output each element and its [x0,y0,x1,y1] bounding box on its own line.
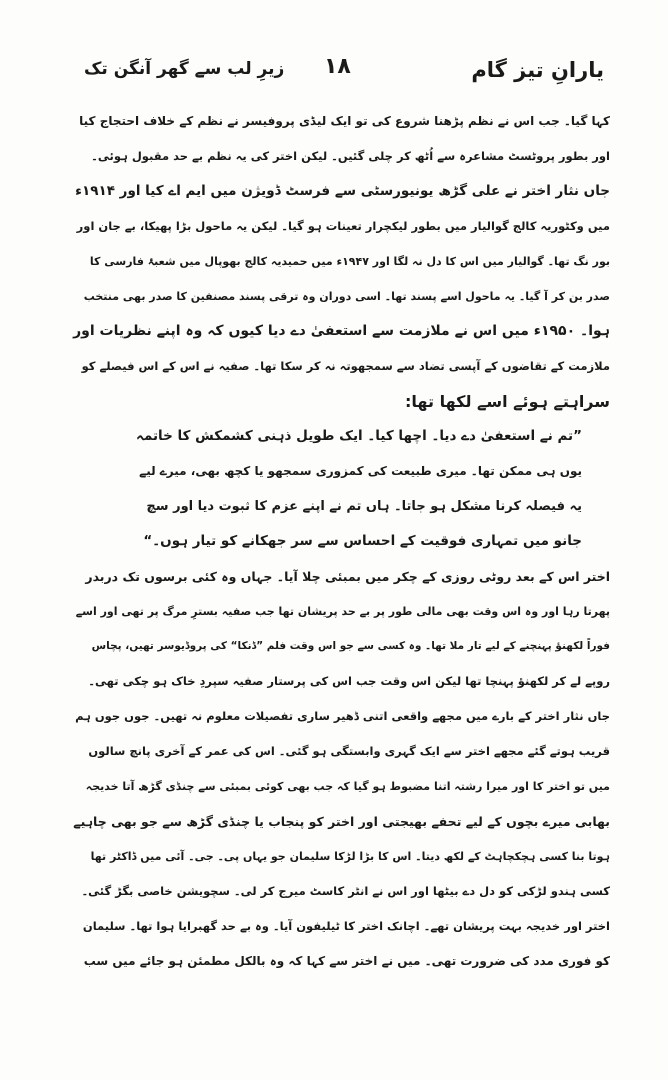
text-line: میں وکٹوریہ کالج گوالیار میں بطور لیکچرار تعینات ہو گیا۔ لیکن یہ ماحول بڑا پھیکا، بے جان اور [76,219,610,233]
text-line: فوراً لکھنؤ پہنچنے کے لیے تار ملا تھا۔ وہ کسی سے جو اس وقت فلم ”ڈنکا“ کی پروڈیوسر تھیں، پچاس [91,640,610,652]
text-line: بھابی میرے بچوں کے لیے تحفے بھیجتی اور اختر کو پنجاب یا چنڈی گڑھ سے جو بھی چاہیے [73,814,610,829]
text-line: میں تو اختر کا اور میرا رشتہ اتنا مضبوط ہو گیا کہ جب بھی کوئی بمبئی سے چنڈی گڑھ آتا خدیجہ [85,780,610,793]
text-line: جاں نثار اختر کے بارے میں مجھے واقعی اتنی ڈھیر ساری تفصیلات معلوم نہ تھیں۔ جوں جوں ہم [75,709,610,723]
text-line: اختر اس کے بعد روٹی روزی کے چکر میں بمبئی چلا آیا۔ جہاں وہ کئی برسوں تک دربدر [85,569,610,584]
text-line: اور بطور پروٹسٹ مشاعرہ سے اُٹھ کر چلی گئیں۔ لیکن اختر کی یہ نظم بے حد مقبول ہوئی۔ [91,149,610,163]
text-line: کہا گیا۔ جب اس نے نظم پڑھنا شروع کی تو ایک لیڈی پروفیسر نے نظم کے خلاف احتجاج کیا [79,114,610,128]
text-line: کسی ہندو لڑکی کو دل دے بیٹھا اور اس نے انٹر کاسٹ میرج کر لی۔ سچویشن خاصی بگڑ گئی۔ [81,884,610,898]
text-line: سراہتے ہوئے اسے لکھا تھا: [405,392,610,411]
paragraph [72,559,610,699]
text-line: ملازمت کے تقاضوں کے آپسی تضاد سے سمجھوتہ نہ کر سکا تھا۔ صفیہ نے اس کے اس فیصلے کو [81,359,610,373]
page-number: ۱۸ [324,54,351,79]
quote-line: یہ فیصلہ کرنا مشکل ہو جاتا۔ ہاں تم نے اپنے عزم کا ثبوت دیا اور سچ [146,499,582,514]
paragraph [72,174,610,419]
page-header [84,54,604,90]
text-line: پھرتا رہا اور وہ اس وقت بھی مالی طور پر بے حد پریشان تھا جب صفیہ بسترِ مرگ پر تھی اور اسے [75,605,610,618]
text-line: بور نگ تھا۔ گوالیار میں اس کا دل نہ لگا اور ۱۹۴۷ء میں حمیدیہ کالج بھوپال میں شعبۂ فارسی کا [89,255,610,268]
body-text [72,104,610,979]
text-line: صدر بن کر آ گیا۔ یہ ماحول اسے پسند تھا۔ اسی دوران وہ ترقی پسند مصنفین کا صدر بھی منتخب [83,290,610,303]
chapter-title: زیرِ لب سے گھر آنگن تک [84,59,285,79]
book-title: یارانِ تیز گام [471,58,604,82]
text-line: ہوتا بنا کسی ہچکچاہٹ کے لکھ دیتا۔ اس کا بڑا لڑکا سلیمان جو یہاں پی۔ جی۔ آئی میں ڈاکٹر تھا [90,850,610,863]
text-line: کو فوری مدد کی ضرورت تھی۔ میں نے اختر سے کہا کہ وہ بالکل مطمئن ہو جائے میں سب [83,954,610,968]
paragraph [72,104,610,174]
text-line: قریب ہوتے گئے مجھے اختر سے ایک گہری وابستگی ہو گئی۔ اس کی عمر کے آخری پانچ سالوں [88,744,610,758]
quote-line: یوں ہی ممکن تھا۔ میری طبیعت کی کمزوری سمجھو یا کچھ بھی، میرے لیے [139,464,582,478]
quote-line: جانو میں تمہاری فوقیت کے احساس سے سر جھکانے کو تیار ہوں۔“ [143,533,582,549]
quote-line: ”تم نے استعفیٰ دے دیا۔ اچھا کیا۔ ایک طویل ذہنی کشمکش کا خاتمہ [136,428,582,444]
text-line: روپے لے کر لکھنؤ پہنچا تھا لیکن اس وقت جب اس کی پرستار صفیہ سپردِ خاک ہو چکی تھی۔ [88,674,610,688]
paragraph [72,699,610,979]
quoted-letter [72,419,610,559]
text-line: ہوا۔ ۱۹۵۰ء میں اس نے ملازمت سے استعفیٰ دے دیا کیوں کہ وہ اپنے نظریات اور [73,323,610,339]
text-line: اختر اور خدیجہ بہت پریشان تھے۔ اچانک اختر کا ٹیلیفون آیا۔ وہ بے حد گھبرایا ہوا تھا۔ سلیمان [82,919,610,933]
text-line: جاں نثار اختر نے علی گڑھ یونیورسٹی سے فرسٹ ڈویژن میں ایم اے کیا اور ۱۹۱۴ء [75,183,610,199]
